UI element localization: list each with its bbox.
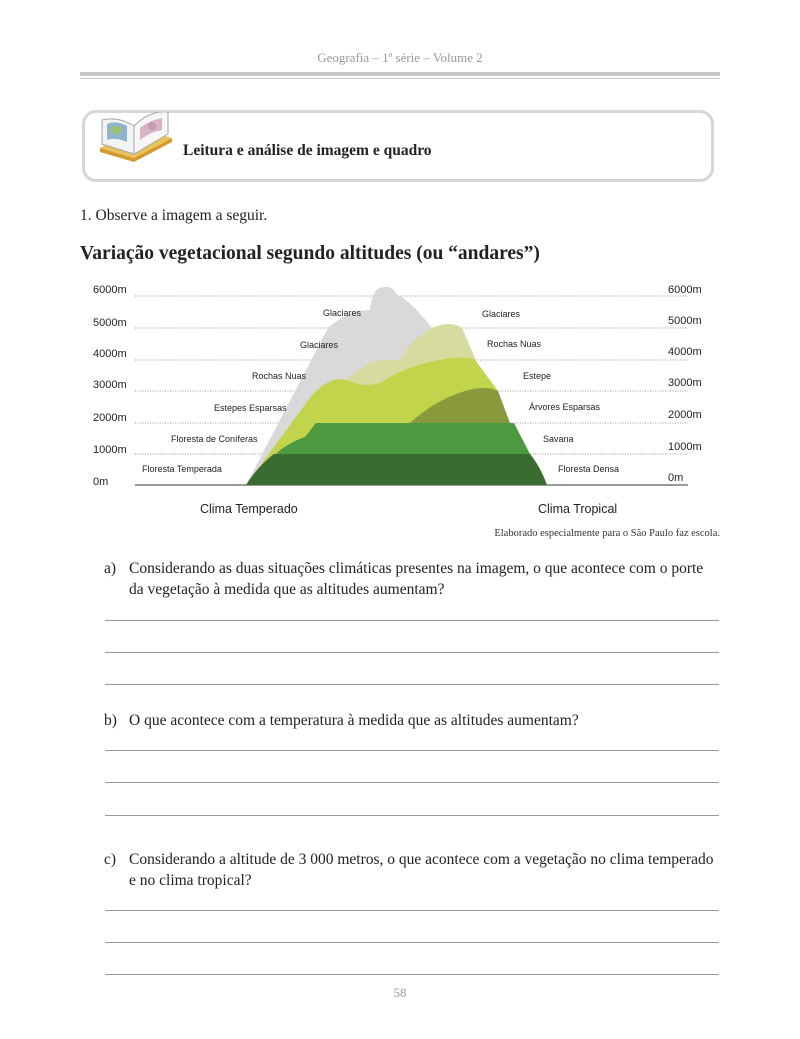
answer-line[interactable] — [105, 815, 719, 816]
zone-label-left: Floresta de Coníferas — [171, 434, 258, 444]
zone-label-right: Estepe — [523, 371, 552, 381]
answer-line[interactable] — [105, 974, 719, 975]
page-number: 58 — [393, 985, 407, 1000]
altitude-label-right: 2000m — [668, 409, 702, 421]
figure-credit: Elaborado especialmente para o São Paulo faz escola. — [494, 528, 720, 539]
open-book-icon — [94, 112, 178, 174]
altitude-label-right: 0m — [668, 472, 684, 484]
zone-label-left: Rochas Nuas — [252, 371, 307, 381]
answer-line[interactable] — [105, 750, 719, 751]
climate-label-temperate: Clima Temperado — [200, 502, 298, 516]
zone-label-left: Glaciares — [323, 308, 362, 318]
header-rule — [80, 72, 720, 76]
altitude-label-left: 4000m — [93, 348, 127, 360]
altitude-label-left: 0m — [93, 476, 109, 488]
altitude-label-right: 3000m — [668, 377, 702, 389]
zone-label-right: Árvores Esparsas — [529, 402, 601, 412]
altitude-label-right: 4000m — [668, 346, 702, 358]
zone-label-right: Glaciares — [482, 309, 521, 319]
figure-title: Variação vegetacional segundo altitudes (ou “andares”) — [80, 243, 540, 264]
header-rule-thin — [80, 78, 720, 79]
question-letter: a) — [104, 560, 117, 577]
altitude-label-left: 6000m — [93, 284, 127, 296]
altitude-label-right: 1000m — [668, 441, 702, 453]
zone-label-right: Savana — [543, 434, 574, 444]
question-letter: c) — [104, 851, 117, 868]
altitude-label-right: 6000m — [668, 284, 702, 296]
question-text: Considerando a altitude de 3 000 metros, o que acontece com a vegetação no clima temperado e no clima tropical? — [129, 851, 714, 889]
altitude-vegetation-diagram — [80, 280, 720, 520]
instruction-text: 1. Observe a imagem a seguir. — [80, 207, 268, 224]
zone-label-left: Glaciares — [300, 340, 339, 350]
answer-line[interactable] — [105, 652, 719, 653]
question-letter: b) — [104, 712, 117, 729]
answer-line[interactable] — [105, 910, 719, 911]
question-text: Considerando as duas situações climáticas presentes na imagem, o que acontece com o porte da vegetação à medida que as altitudes aumentam? — [129, 560, 704, 598]
answer-line[interactable] — [105, 684, 719, 685]
question-text: O que acontece com a temperatura à medida que as altitudes aumentam? — [129, 712, 579, 729]
question-b — [104, 710, 720, 731]
answer-line[interactable] — [105, 620, 719, 621]
running-header: Geografia – 1ª série – Volume 2 — [317, 50, 483, 65]
zone-label-left: Floresta Temperada — [142, 464, 222, 474]
section-title: Leitura e análise de imagem e quadro — [183, 142, 432, 159]
zone-label-right: Rochas Nuas — [487, 339, 542, 349]
question-c — [104, 849, 720, 891]
altitude-label-right: 5000m — [668, 315, 702, 327]
zone-label-left: Estepes Esparsas — [214, 403, 287, 413]
answer-line[interactable] — [105, 782, 719, 783]
altitude-label-left: 3000m — [93, 379, 127, 391]
answer-line[interactable] — [105, 942, 719, 943]
altitude-label-left: 5000m — [93, 317, 127, 329]
climate-label-tropical: Clima Tropical — [538, 502, 618, 516]
altitude-label-left: 1000m — [93, 444, 127, 456]
zone-dark-green — [246, 454, 547, 485]
question-a — [104, 558, 720, 600]
altitude-label-left: 2000m — [93, 412, 127, 424]
zone-label-right: Floresta Densa — [558, 464, 620, 474]
